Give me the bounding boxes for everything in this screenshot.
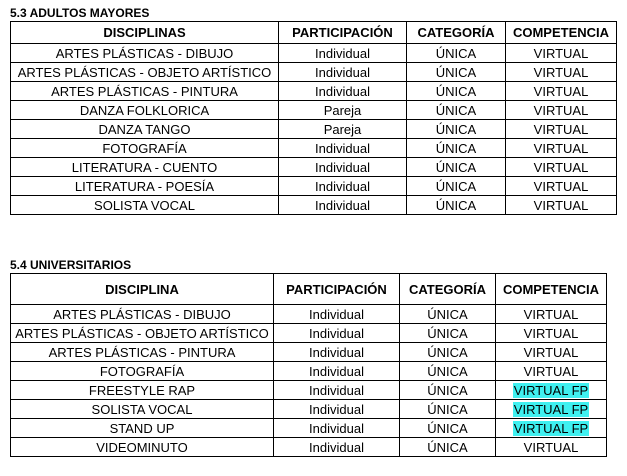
cell-categoria: ÚNICA (407, 101, 506, 120)
table-header-row (11, 22, 617, 44)
cell-disciplina: ARTES PLÁSTICAS - OBJETO ARTÍSTICO (11, 324, 274, 343)
table-row (11, 196, 617, 215)
cell-participacion: Individual (274, 419, 400, 438)
cell-disciplina: ARTES PLÁSTICAS - PINTURA (11, 343, 274, 362)
cell-participacion: Individual (274, 381, 400, 400)
header-participacion: PARTICIPACIÓN (279, 22, 407, 44)
cell-participacion: Pareja (279, 101, 407, 120)
table-row (11, 381, 607, 400)
cell-categoria: ÚNICA (400, 438, 496, 457)
header-categoria: CATEGORÍA (407, 22, 506, 44)
cell-competencia: VIRTUAL (496, 343, 607, 362)
cell-participacion: Individual (279, 63, 407, 82)
cell-competencia: VIRTUAL (506, 44, 617, 63)
table-row (11, 343, 607, 362)
cell-participacion: Individual (279, 44, 407, 63)
cell-disciplina: ARTES PLÁSTICAS - DIBUJO (11, 305, 274, 324)
header-competencia: COMPETENCIA (506, 22, 617, 44)
table-row (11, 120, 617, 139)
cell-disciplina: ARTES PLÁSTICAS - PINTURA (11, 82, 279, 101)
cell-categoria: ÚNICA (400, 362, 496, 381)
cell-competencia: VIRTUAL (506, 139, 617, 158)
cell-competencia: VIRTUAL (496, 362, 607, 381)
cell-participacion: Individual (279, 139, 407, 158)
table-row (11, 158, 617, 177)
cell-competencia: VIRTUAL (506, 101, 617, 120)
cell-disciplina: FOTOGRAFÍA (11, 139, 279, 158)
cell-categoria: ÚNICA (400, 400, 496, 419)
cell-disciplina: SOLISTA VOCAL (11, 400, 274, 419)
cell-categoria: ÚNICA (407, 158, 506, 177)
header-participacion: PARTICIPACIÓN (274, 274, 400, 305)
cell-disciplina: ARTES PLÁSTICAS - OBJETO ARTÍSTICO (11, 63, 279, 82)
cell-categoria: ÚNICA (407, 177, 506, 196)
cell-disciplina: FREESTYLE RAP (11, 381, 274, 400)
cell-categoria: ÚNICA (407, 120, 506, 139)
cell-disciplina: LITERATURA - CUENTO (11, 158, 279, 177)
table-row (11, 324, 607, 343)
cell-disciplina: SOLISTA VOCAL (11, 196, 279, 215)
table-row (11, 362, 607, 381)
cell-competencia: VIRTUAL (506, 158, 617, 177)
table-header-row (11, 274, 607, 305)
cell-categoria: ÚNICA (407, 63, 506, 82)
cell-categoria: ÚNICA (400, 305, 496, 324)
cell-competencia: VIRTUAL (506, 82, 617, 101)
cell-categoria: ÚNICA (407, 139, 506, 158)
cell-competencia (496, 419, 607, 438)
cell-competencia: VIRTUAL (496, 438, 607, 457)
cell-disciplina: LITERATURA - POESÍA (11, 177, 279, 196)
cell-participacion: Individual (274, 400, 400, 419)
section-title-adultos-mayores: 5.3 ADULTOS MAYORES (10, 6, 150, 20)
cell-competencia: VIRTUAL (496, 324, 607, 343)
universitarios-table (10, 273, 607, 457)
adultos-mayores-table (10, 21, 617, 215)
cell-participacion: Individual (279, 82, 407, 101)
table-row (11, 44, 617, 63)
cell-categoria: ÚNICA (400, 343, 496, 362)
header-categoria: CATEGORÍA (400, 274, 496, 305)
cell-disciplina: STAND UP (11, 419, 274, 438)
header-disciplina: DISCIPLINA (11, 274, 274, 305)
cell-competencia (496, 400, 607, 419)
cell-participacion: Pareja (279, 120, 407, 139)
cell-categoria: ÚNICA (400, 419, 496, 438)
cell-competencia: VIRTUAL (506, 177, 617, 196)
cell-participacion: Individual (274, 438, 400, 457)
table-row (11, 101, 617, 120)
cell-categoria: ÚNICA (400, 324, 496, 343)
cell-categoria: ÚNICA (407, 44, 506, 63)
section-title-universitarios: 5.4 UNIVERSITARIOS (10, 258, 132, 272)
highlighted-competencia: VIRTUAL FP (513, 382, 589, 398)
table-row (11, 63, 617, 82)
table-row (11, 419, 607, 438)
cell-categoria: ÚNICA (407, 82, 506, 101)
cell-disciplina: ARTES PLÁSTICAS - DIBUJO (11, 44, 279, 63)
cell-competencia (496, 381, 607, 400)
table-row (11, 139, 617, 158)
cell-competencia: VIRTUAL (506, 196, 617, 215)
cell-participacion: Individual (279, 158, 407, 177)
cell-participacion: Individual (279, 177, 407, 196)
cell-competencia: VIRTUAL (496, 305, 607, 324)
cell-participacion: Individual (274, 324, 400, 343)
cell-participacion: Individual (274, 362, 400, 381)
cell-disciplina: DANZA TANGO (11, 120, 279, 139)
cell-participacion: Individual (274, 343, 400, 362)
cell-disciplina: DANZA FOLKLORICA (11, 101, 279, 120)
cell-competencia: VIRTUAL (506, 63, 617, 82)
cell-participacion: Individual (279, 196, 407, 215)
table-row (11, 305, 607, 324)
highlighted-competencia: VIRTUAL FP (513, 420, 589, 436)
header-competencia: COMPETENCIA (496, 274, 607, 305)
header-disciplina: DISCIPLINAS (11, 22, 279, 44)
cell-categoria: ÚNICA (407, 196, 506, 215)
cell-categoria: ÚNICA (400, 381, 496, 400)
cell-participacion: Individual (274, 305, 400, 324)
highlighted-competencia: VIRTUAL FP (513, 401, 589, 417)
table-row (11, 82, 617, 101)
cell-disciplina: FOTOGRAFÍA (11, 362, 274, 381)
table-row (11, 177, 617, 196)
cell-disciplina: VIDEOMINUTO (11, 438, 274, 457)
cell-competencia: VIRTUAL (506, 120, 617, 139)
table-row (11, 400, 607, 419)
table-row (11, 438, 607, 457)
